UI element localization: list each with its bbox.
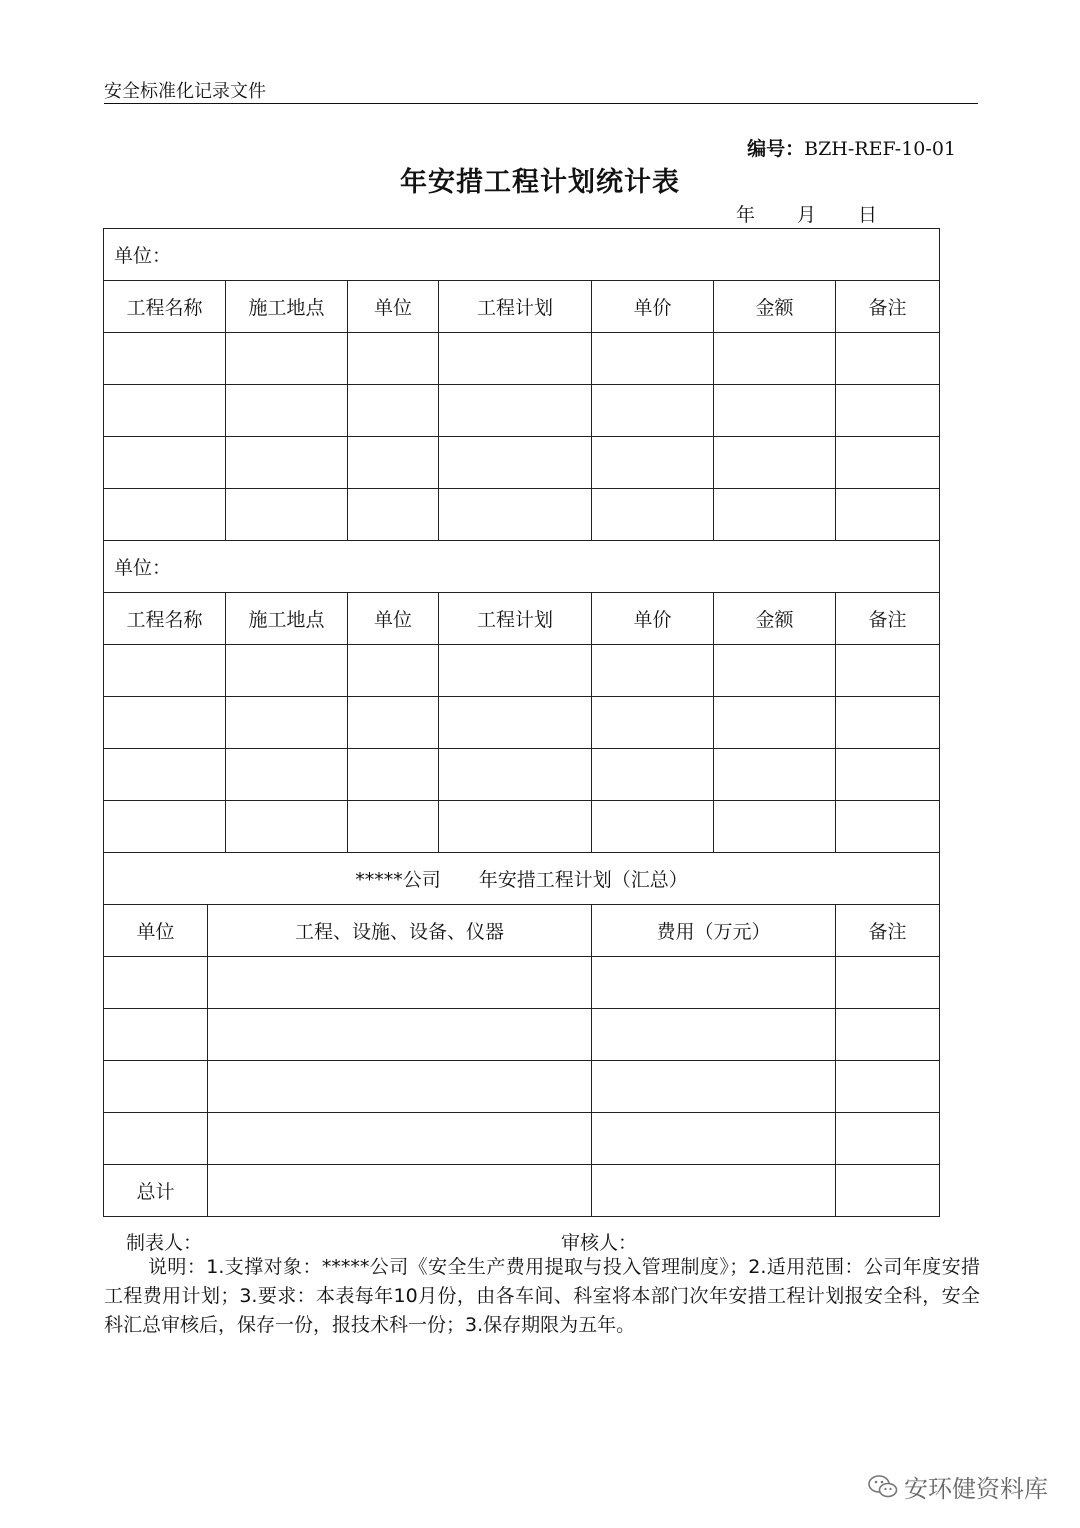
- col-plan: 工程计划: [439, 281, 592, 333]
- table-row: [104, 749, 940, 801]
- table-cell[interactable]: [348, 333, 439, 385]
- summary-header-row: [104, 905, 940, 957]
- table-cell[interactable]: [836, 1009, 940, 1061]
- table-cell[interactable]: [836, 385, 940, 437]
- table-cell[interactable]: [348, 385, 439, 437]
- table-cell[interactable]: [104, 489, 226, 541]
- table-cell[interactable]: [348, 697, 439, 749]
- summary-row: [104, 957, 940, 1009]
- table-cell[interactable]: [836, 1061, 940, 1113]
- section1-unit-label: 单位：: [104, 229, 940, 281]
- table-row: [104, 333, 940, 385]
- table-cell[interactable]: [226, 333, 348, 385]
- table-cell[interactable]: [592, 333, 714, 385]
- page-title: 年安措工程计划统计表: [400, 167, 680, 198]
- table-cell[interactable]: [714, 749, 836, 801]
- table-cell[interactable]: [592, 1061, 836, 1113]
- table-cell[interactable]: [208, 1061, 592, 1113]
- table-cell[interactable]: [714, 333, 836, 385]
- reviewer-label: 审核人：: [561, 1232, 638, 1254]
- col-unit: 单位: [348, 281, 439, 333]
- table-cell[interactable]: [836, 333, 940, 385]
- table-cell[interactable]: [104, 645, 226, 697]
- summary-col-remarks: 备注: [836, 905, 940, 957]
- summary-row: [104, 1009, 940, 1061]
- table-cell[interactable]: [592, 385, 714, 437]
- table-cell[interactable]: [592, 1009, 836, 1061]
- table-cell[interactable]: [104, 957, 208, 1009]
- table-cell[interactable]: [348, 801, 439, 853]
- table-cell[interactable]: [104, 749, 226, 801]
- date-year: 年: [736, 204, 756, 226]
- table-cell[interactable]: [104, 1113, 208, 1165]
- table-cell[interactable]: [714, 645, 836, 697]
- summary-col-cost: 费用（万元）: [592, 905, 836, 957]
- summary-total-row: [104, 1165, 940, 1217]
- table-cell[interactable]: [714, 385, 836, 437]
- table-row: [104, 385, 940, 437]
- table-cell[interactable]: [104, 437, 226, 489]
- table-cell[interactable]: [439, 645, 592, 697]
- header-divider: [104, 103, 978, 104]
- col-project-name: 工程名称: [104, 593, 226, 645]
- plan-table: [103, 228, 940, 1217]
- table-cell[interactable]: [714, 697, 836, 749]
- table-cell[interactable]: [836, 957, 940, 1009]
- table-cell[interactable]: [439, 801, 592, 853]
- table-cell[interactable]: [104, 333, 226, 385]
- table-cell[interactable]: [226, 749, 348, 801]
- document-code-label: 编号：: [747, 138, 805, 160]
- table-row: [104, 437, 940, 489]
- watermark-text: 安环健资料库: [904, 1475, 1048, 1503]
- section1-unit-row: [104, 229, 940, 281]
- watermark: [868, 1469, 1048, 1504]
- table-cell[interactable]: [592, 957, 836, 1009]
- summary-col-unit: 单位: [104, 905, 208, 957]
- table-cell[interactable]: [836, 749, 940, 801]
- table-cell[interactable]: [439, 489, 592, 541]
- table-cell[interactable]: [836, 437, 940, 489]
- section1-header-row: [104, 281, 940, 333]
- col-remarks: 备注: [836, 281, 940, 333]
- table-cell[interactable]: [592, 749, 714, 801]
- summary-title-row: [104, 853, 940, 905]
- table-cell[interactable]: [348, 437, 439, 489]
- document-code: [747, 134, 956, 161]
- table-cell[interactable]: [836, 489, 940, 541]
- wechat-icon: [868, 1474, 898, 1500]
- col-project-name: 工程名称: [104, 281, 226, 333]
- table-cell[interactable]: [348, 749, 439, 801]
- table-cell[interactable]: [714, 801, 836, 853]
- table-cell[interactable]: [226, 645, 348, 697]
- section2-unit-row: [104, 541, 940, 593]
- document-code-value: BZH-REF-10-01: [804, 138, 956, 160]
- maker-label: 制表人：: [126, 1232, 203, 1254]
- total-label: 总计: [104, 1165, 208, 1217]
- table-cell[interactable]: [592, 1113, 836, 1165]
- document-header: 安全标准化记录文件: [104, 81, 266, 102]
- table-cell[interactable]: [104, 1061, 208, 1113]
- table-cell[interactable]: [714, 489, 836, 541]
- table-cell[interactable]: [714, 437, 836, 489]
- table-cell[interactable]: [439, 385, 592, 437]
- table-cell[interactable]: [836, 1113, 940, 1165]
- col-unit: 单位: [348, 593, 439, 645]
- date-month: 月: [797, 204, 817, 226]
- table-cell[interactable]: [208, 957, 592, 1009]
- table-cell[interactable]: [836, 1165, 940, 1217]
- date-day: 日: [858, 204, 878, 226]
- table-row: [104, 801, 940, 853]
- table-cell[interactable]: [836, 801, 940, 853]
- table-cell[interactable]: [439, 697, 592, 749]
- table-cell[interactable]: [592, 489, 714, 541]
- table-row: [104, 645, 940, 697]
- col-site: 施工地点: [226, 281, 348, 333]
- col-unit-price: 单价: [592, 281, 714, 333]
- table-cell[interactable]: [104, 385, 226, 437]
- section2-unit-label: 单位：: [104, 541, 940, 593]
- table-cell[interactable]: [592, 697, 714, 749]
- col-amount: 金额: [714, 281, 836, 333]
- table-cell[interactable]: [592, 645, 714, 697]
- table-cell[interactable]: [348, 645, 439, 697]
- note-paragraph: 说明：1.支撑对象：*****公司《安全生产费用提取与投入管理制度》；2.适用范围：公司年度安措工程费用计划；3.要求：本表每年10月份，由各车间、科室将本部门次年安措工程计划报安全科，安全科汇总审核后，保存一份，报技术科一份；3.保存期限为五年。: [104, 1256, 980, 1336]
- table-row: [104, 489, 940, 541]
- summary-row: [104, 1113, 940, 1165]
- table-cell[interactable]: [208, 1165, 592, 1217]
- table-cell[interactable]: [226, 801, 348, 853]
- table-cell[interactable]: [592, 1165, 836, 1217]
- table-cell[interactable]: [226, 437, 348, 489]
- col-unit-price: 单价: [592, 593, 714, 645]
- table-cell[interactable]: [348, 489, 439, 541]
- table-cell[interactable]: [836, 645, 940, 697]
- table-cell[interactable]: [104, 801, 226, 853]
- table-cell[interactable]: [226, 385, 348, 437]
- table-cell[interactable]: [439, 437, 592, 489]
- col-plan: 工程计划: [439, 593, 592, 645]
- table-cell[interactable]: [226, 697, 348, 749]
- col-site: 施工地点: [226, 593, 348, 645]
- summary-row: [104, 1061, 940, 1113]
- summary-title: *****公司 年安措工程计划（汇总）: [104, 853, 940, 905]
- table-cell[interactable]: [226, 489, 348, 541]
- table-cell[interactable]: [104, 1009, 208, 1061]
- table-cell[interactable]: [208, 1113, 592, 1165]
- date-line: [736, 200, 919, 227]
- table-row: [104, 697, 940, 749]
- col-remarks: 备注: [836, 593, 940, 645]
- table-cell[interactable]: [439, 333, 592, 385]
- summary-col-items: 工程、设施、设备、仪器: [208, 905, 592, 957]
- table-cell[interactable]: [208, 1009, 592, 1061]
- table-cell[interactable]: [439, 749, 592, 801]
- table-cell[interactable]: [592, 801, 714, 853]
- table-cell[interactable]: [836, 697, 940, 749]
- section2-header-row: [104, 593, 940, 645]
- col-amount: 金额: [714, 593, 836, 645]
- table-cell[interactable]: [592, 437, 714, 489]
- table-cell[interactable]: [104, 697, 226, 749]
